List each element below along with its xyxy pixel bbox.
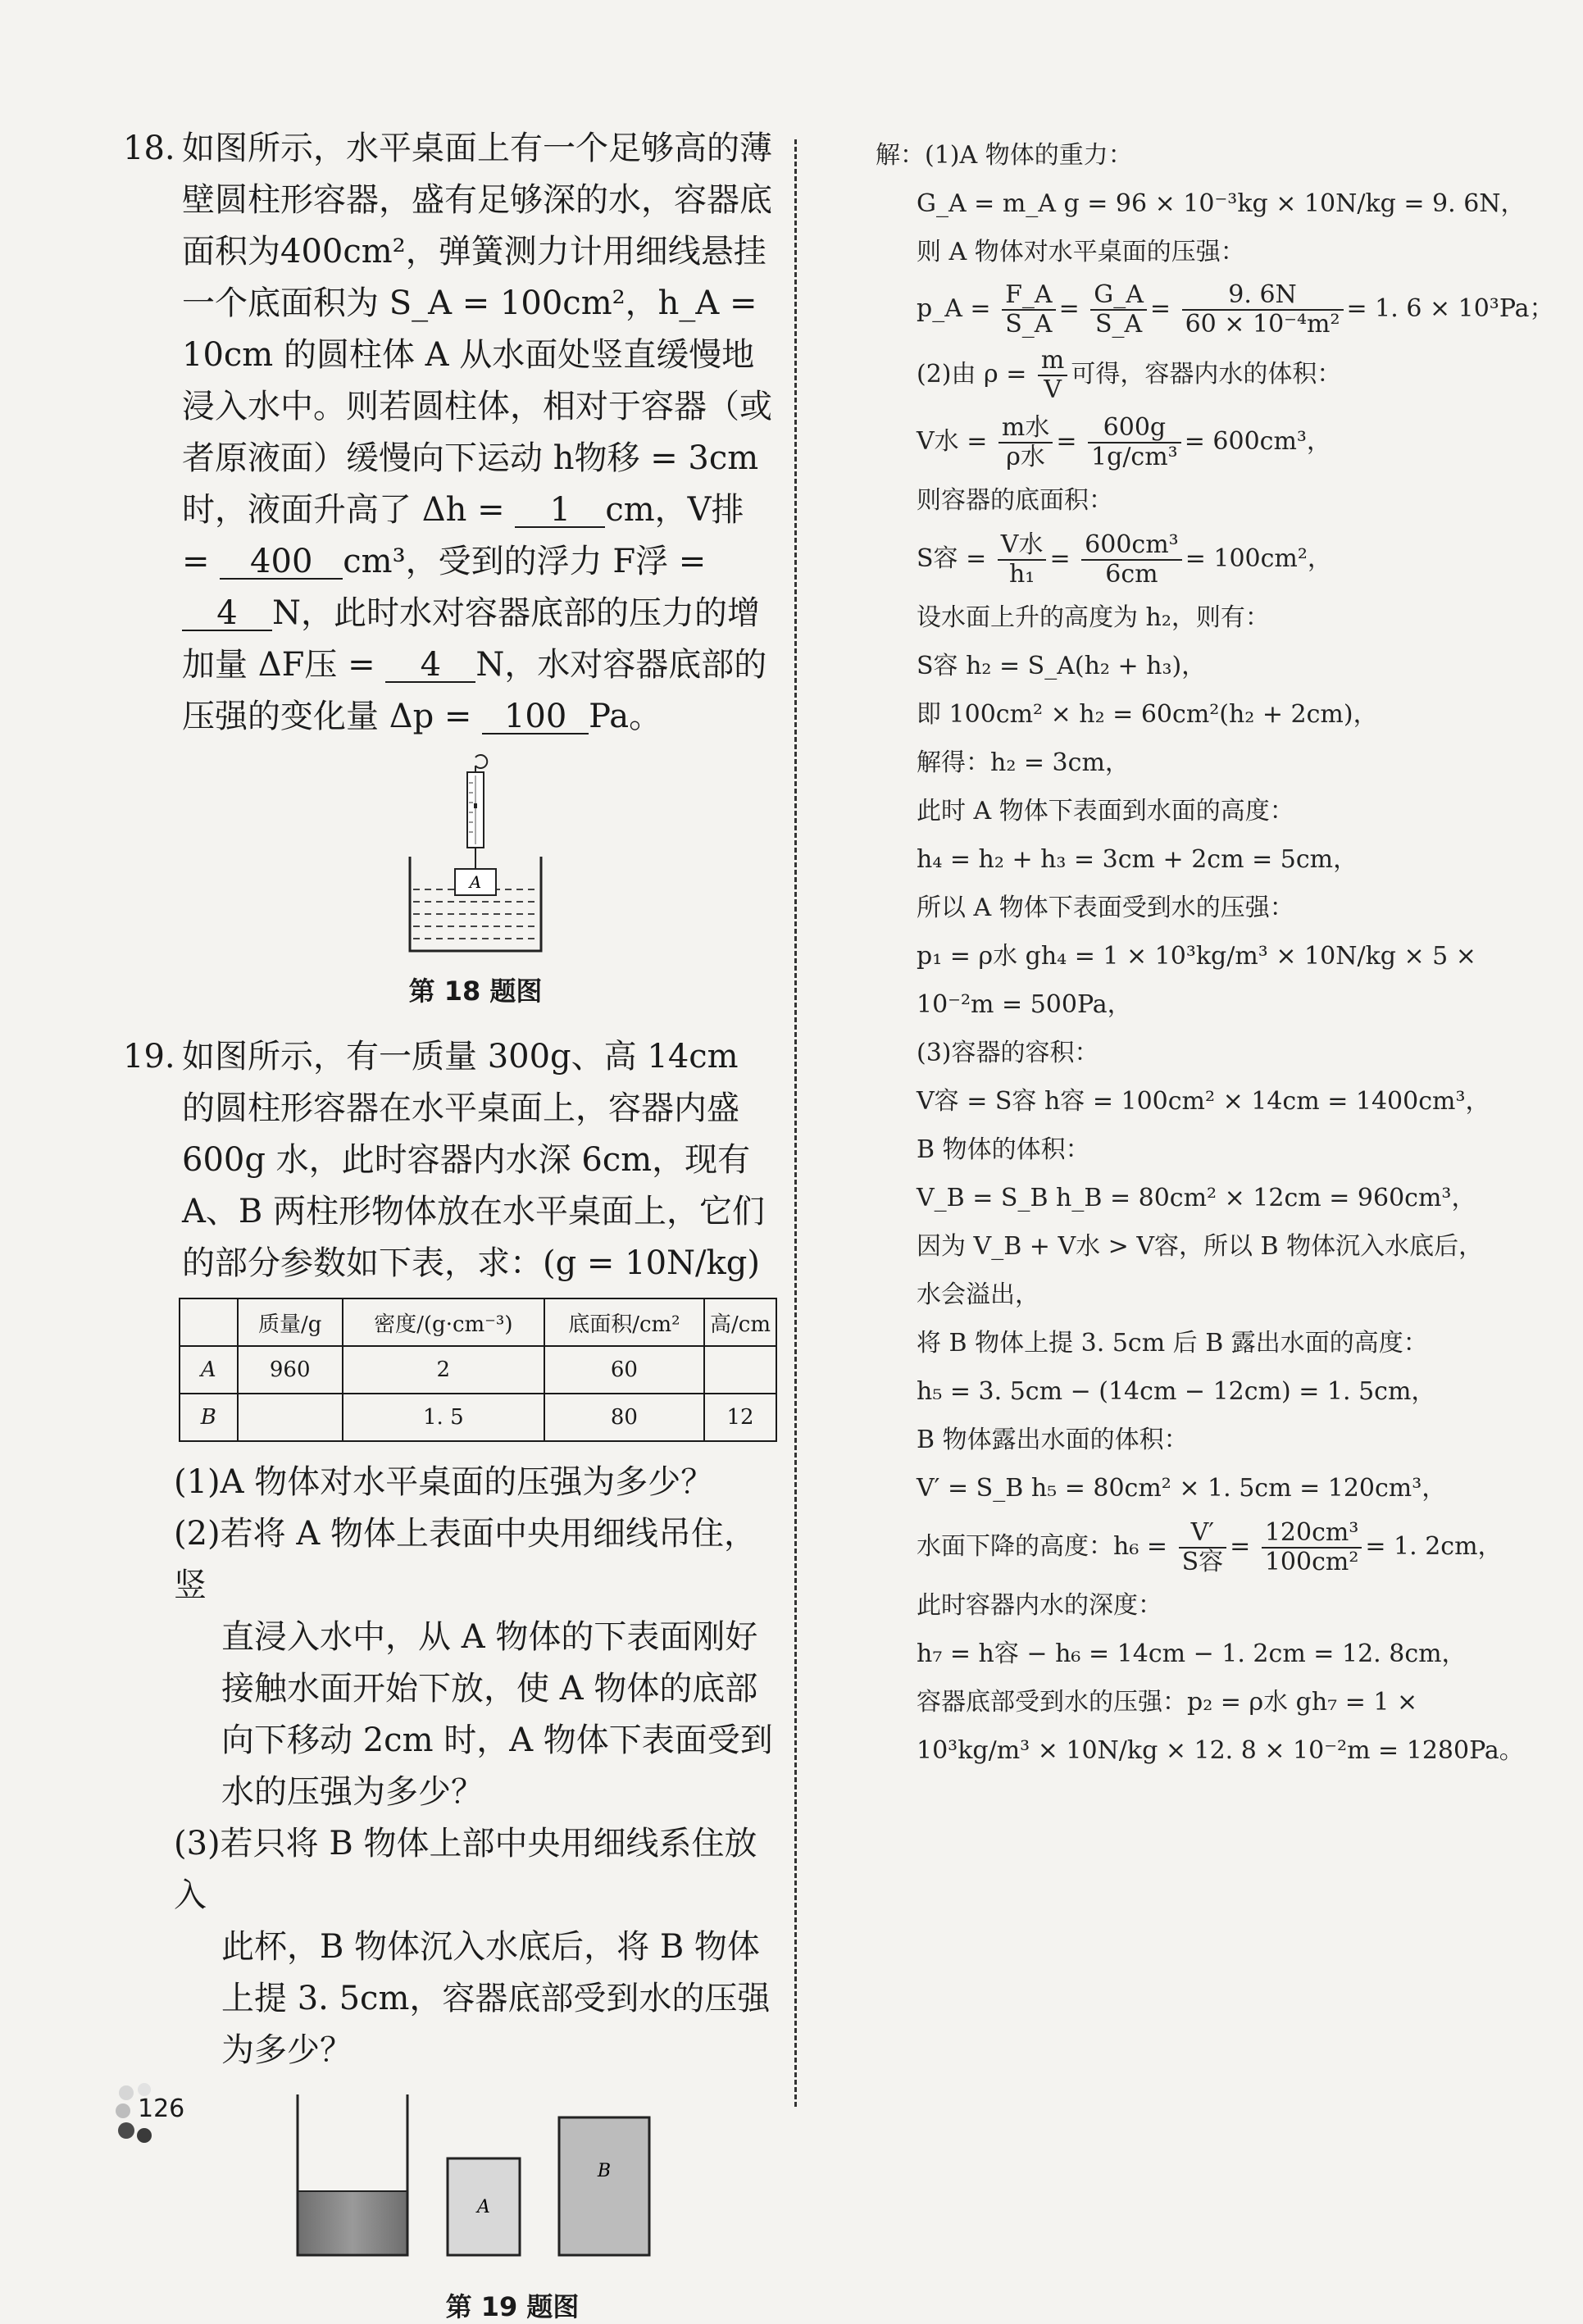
formula-text: (2)由 ρ = [917, 360, 1027, 389]
solution-line: G_A = m_A g = 96 × 10⁻³kg × 10N/kg = 9. 6N， [917, 189, 1526, 218]
denominator: 6cm [1105, 560, 1158, 589]
fraction [1002, 281, 1055, 339]
table-cell: 80 [544, 1394, 704, 1441]
solution-line: 因为 V_B + V水 > V容，所以 B 物体沉入水底后， [917, 1232, 1484, 1261]
answer-blank: 400 [220, 545, 343, 580]
table-cell: 高/cm [704, 1298, 776, 1346]
fraction [998, 414, 1053, 471]
table-cell: 质量/g [238, 1298, 343, 1346]
sub-question-2-rest: 直浸入水中，从 A 物体的下表面刚好接触水面开始下放，使 A 物体的底部向下移动 2cm 时，A 物体下表面受到水的压强为多少？ [221, 1618, 773, 1811]
numerator: V水 [998, 531, 1047, 561]
numerator: 600g [1088, 414, 1181, 443]
denominator: S_A [1094, 310, 1143, 339]
table-header-row [180, 1298, 776, 1346]
formula-text: = [1230, 1532, 1251, 1561]
q18-text: N，此时水对容器底部的压力的增加量 ΔF压 = [182, 594, 760, 684]
q18-intro: 如图所示，水平桌面上有一个足够高的薄壁圆柱形容器，盛有足够深的水，容器底面积为400cm²，弹簧测力计用细线悬挂一个底面积为 S_A = 100cm²，h_A = 10cm 的圆柱体 A 从水面处竖直缓慢地浸入水中。则若圆柱体，相对于容器（或者原液面）缓慢向下运动 h物移 = 3cm 时，液面升高了 Δh = [182, 130, 772, 529]
solution-line: 则 A 物体对水平桌面的压强： [917, 238, 1245, 266]
question-number: 18. [123, 130, 175, 167]
label-b: B [597, 2161, 612, 2181]
solution-formula [876, 1512, 1503, 1581]
solution-formula [876, 342, 1499, 407]
page-number-block [123, 2094, 185, 2123]
denominator: S容 [1181, 1548, 1224, 1576]
formula-text: = [1056, 427, 1077, 456]
question-text [182, 123, 779, 743]
denominator: 60 × 10⁻⁴m² [1185, 310, 1340, 339]
label-a: A [469, 872, 482, 892]
question-18 [123, 123, 779, 743]
fraction [998, 531, 1047, 589]
table-cell: 2 [343, 1346, 544, 1394]
numerator: V′ [1179, 1519, 1227, 1549]
solution-line: B 物体露出水面的体积： [917, 1426, 1189, 1454]
page-number: 126 [138, 2094, 185, 2123]
table-cell: 1. 5 [343, 1394, 544, 1441]
solution-line: p₁ = ρ水 gh₄ = 1 × 10³kg/m³ × 10N/kg × 5 × [917, 942, 1476, 971]
sub-question-3-line: (3)若只将 B 物体上部中央用细线系住放入 [174, 1825, 757, 1914]
formula-text: p_A = [917, 294, 991, 323]
figure-19 [295, 2094, 754, 2324]
solution-line: 所以 A 物体下表面受到水的压强： [917, 894, 1294, 922]
formula-text: 可得，容器内水的体积： [1071, 360, 1342, 389]
formula-text: = 1. 6 × 10³Pa； [1346, 294, 1554, 323]
solution-line: V容 = S容 h容 = 100cm² × 14cm = 1400cm³， [917, 1087, 1490, 1116]
fraction [1038, 347, 1067, 404]
sub-question-1: (1)A 物体对水平桌面的压强为多少？ [174, 1463, 714, 1501]
solution-line: 此时容器内水的深度： [917, 1591, 1162, 1620]
solution-formula [876, 276, 1554, 342]
fraction [1088, 414, 1181, 471]
denominator: h₁ [1008, 560, 1035, 589]
spring-scale-container-diagram [393, 754, 557, 959]
denominator: ρ水 [1006, 443, 1045, 471]
solution-line: 解得：h₂ = 3cm， [917, 748, 1130, 777]
table-cell: 12 [704, 1394, 776, 1441]
solution-line: S容 h₂ = S_A(h₂ + h₃)， [917, 652, 1207, 680]
fraction [1179, 1519, 1227, 1576]
solution-formula [876, 407, 1499, 476]
numerator: 9. 6N [1182, 281, 1344, 311]
table-cell [238, 1394, 343, 1441]
question-number: 19. [123, 1038, 175, 1076]
q18-text: cm³，受到的浮力 F浮 = [343, 543, 707, 580]
denominator: 1g/cm³ [1091, 443, 1178, 471]
table-row [180, 1394, 776, 1441]
numerator: G_A [1090, 281, 1147, 311]
fraction [1081, 531, 1182, 589]
answer-blank: 1 [515, 493, 605, 528]
fraction [1262, 1519, 1362, 1576]
parameter-table [179, 1298, 777, 1442]
solution-formula [876, 525, 1499, 594]
q18-text: Pa。 [589, 698, 662, 735]
question-19 [123, 1031, 779, 1289]
table-cell [180, 1298, 238, 1346]
formula-text: V水 = [917, 427, 988, 456]
fraction [1182, 281, 1344, 339]
sub-question-3 [174, 1818, 779, 2076]
figure-caption: 第 18 题图 [408, 976, 543, 1007]
numerator: 120cm³ [1262, 1519, 1362, 1549]
numerator: F_A [1002, 281, 1055, 311]
table-cell: B [180, 1394, 238, 1441]
formula-text: = [1049, 544, 1071, 573]
numerator: 600cm³ [1081, 531, 1182, 561]
table-row [180, 1346, 776, 1394]
solution-line: 10³kg/m³ × 10N/kg × 12. 8 × 10⁻²m = 1280Pa。 [917, 1736, 1524, 1765]
solution-line: 设水面上升的高度为 h₂，则有： [917, 603, 1270, 632]
denominator: V [1044, 375, 1062, 404]
formula-text: = [1058, 294, 1080, 323]
column-divider [794, 139, 797, 2107]
formula-text: 水面下降的高度：h₆ = [917, 1532, 1168, 1561]
solution-line: 此时 A 物体下表面到水面的高度： [917, 797, 1294, 825]
solution-column [876, 131, 1554, 1775]
solution-line: V′ = S_B h₅ = 80cm² × 1. 5cm = 120cm³， [917, 1474, 1447, 1503]
formula-text: = 100cm²， [1185, 544, 1332, 573]
formula-text: = [1149, 294, 1171, 323]
denominator: 100cm² [1264, 1548, 1359, 1576]
solution-line: 即 100cm² × h₂ = 60cm²(h₂ + 2cm)， [917, 700, 1378, 729]
q18-text: cm，V排 = [182, 491, 744, 580]
sub-questions [123, 1457, 779, 2076]
solution-line: h₇ = h容 − h₆ = 14cm − 1. 2cm = 12. 8cm， [917, 1640, 1467, 1668]
denominator: S_A [1005, 310, 1053, 339]
q18-text: N，水对容器底部的压强的变化量 Δp = [182, 646, 767, 735]
table-cell: A [180, 1346, 238, 1394]
solution-line: h₅ = 3. 5cm − (14cm − 12cm) = 1. 5cm， [917, 1377, 1436, 1406]
formula-text: = 600cm³， [1184, 427, 1331, 456]
figure-caption: 第 19 题图 [445, 2291, 580, 2322]
solution-line: 解：(1)A 物体的重力： [876, 141, 1133, 170]
sub-question-2 [174, 1508, 779, 1818]
container-blocks-diagram [295, 2094, 721, 2258]
table-cell: 密度/(g·cm⁻³) [343, 1298, 544, 1346]
numerator: m [1038, 347, 1067, 376]
table-cell [704, 1346, 776, 1394]
solution-line: h₄ = h₂ + h₃ = 3cm + 2cm = 5cm， [917, 845, 1358, 874]
solution-line: 则容器的底面积： [917, 486, 1113, 515]
solution-line: 10⁻²m = 500Pa， [917, 990, 1132, 1019]
formula-text: = 1. 2cm， [1365, 1532, 1503, 1561]
answer-blank: 4 [182, 597, 272, 631]
solution-line: 水会溢出， [917, 1280, 1039, 1309]
table-cell: 60 [544, 1346, 704, 1394]
sub-question-3-rest: 此杯，B 物体沉入水底后，将 B 物体上提 3. 5cm，容器底部受到水的压强为多少？ [221, 1928, 771, 2069]
fraction [1090, 281, 1147, 339]
answer-blank: 4 [385, 648, 475, 683]
numerator: m水 [998, 414, 1053, 443]
formula-text: S容 = [917, 544, 987, 573]
label-a: A [477, 2197, 490, 2217]
solution-line: B 物体的体积： [917, 1135, 1090, 1164]
left-column [123, 123, 779, 2324]
question-text: 如图所示，有一质量 300g、高 14cm 的圆柱形容器在水平桌面上，容器内盛 600g 水，此时容器内水深 6cm，现有 A、B 两柱形物体放在水平桌面上，它们的部分参数如下表，求：(g = 10N/kg) [182, 1038, 765, 1282]
table-cell: 底面积/cm² [544, 1298, 704, 1346]
answer-blank: 100 [482, 700, 589, 734]
table-cell: 960 [238, 1346, 343, 1394]
figure-18 [172, 754, 779, 1008]
sub-question-2-line: (2)若将 A 物体上表面中央用细线吊住，竖 [174, 1515, 757, 1604]
solution-line: 容器底部受到水的压强：p₂ = ρ水 gh₇ = 1 × [917, 1688, 1418, 1717]
solution-line: V_B = S_B h_B = 80cm² × 12cm = 960cm³， [917, 1184, 1476, 1212]
solution-line: 将 B 物体上提 3. 5cm 后 B 露出水面的高度： [917, 1329, 1428, 1358]
solution-line: (3)容器的容积： [917, 1039, 1099, 1067]
